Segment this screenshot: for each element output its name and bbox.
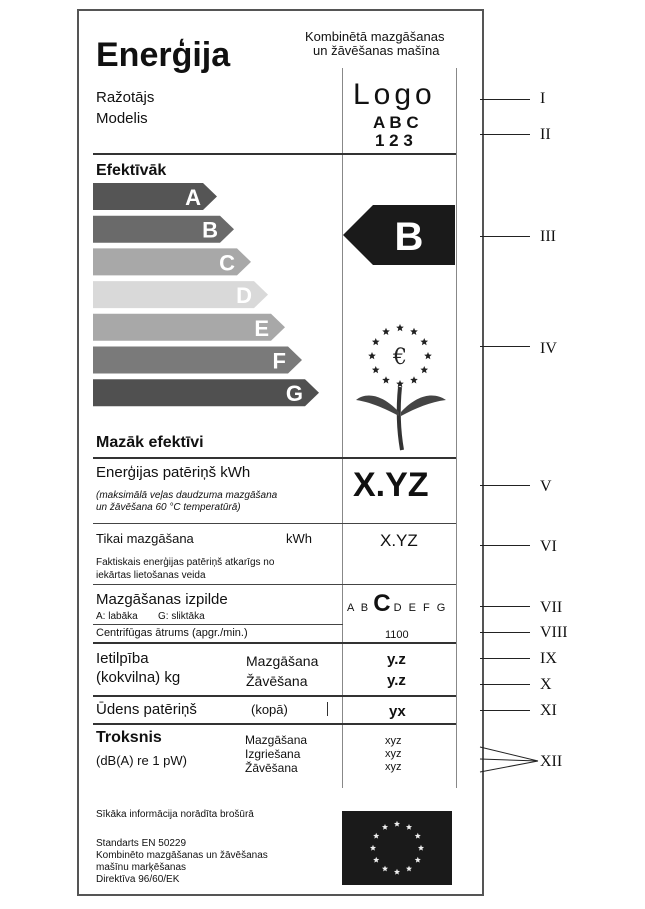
separator-header bbox=[93, 153, 456, 155]
separator-water bbox=[93, 723, 456, 725]
energy-consumption-note-1: (maksimālā veļas daudzuma mazgāšana bbox=[96, 490, 278, 501]
wash-only-label: Tikai mazgāšana bbox=[96, 531, 194, 546]
callout-V: V bbox=[540, 478, 552, 495]
separator-capacity bbox=[93, 695, 456, 697]
appliance-type-line1: Kombinētā mazgāšanas bbox=[305, 29, 445, 44]
callout-I: I bbox=[540, 90, 546, 107]
noise-wash-value: xyz bbox=[385, 735, 402, 747]
callout-VII: VII bbox=[540, 599, 563, 616]
efficiency-letter-D: D bbox=[236, 283, 252, 309]
standard-line-4: Direktīva 96/60/EK bbox=[96, 874, 180, 885]
svg-text:€: € bbox=[393, 345, 407, 370]
callout-VIII: VIII bbox=[540, 624, 568, 641]
model-code-line1: A B C bbox=[373, 113, 419, 132]
actual-consumption-note-1: Faktiskais enerģijas patēriņš atkarīgs no bbox=[96, 557, 275, 568]
noise-label: Troksnis bbox=[96, 729, 162, 746]
water-bar-mark bbox=[327, 702, 328, 716]
info-note: Sīkāka informācija norādīta brošūrā bbox=[96, 809, 254, 820]
flower-star-icon bbox=[420, 338, 428, 345]
logo-placeholder: Logo bbox=[353, 78, 436, 111]
capacity-wash-label: Mazgāšana bbox=[246, 653, 319, 669]
flower-star-icon bbox=[396, 380, 404, 387]
callout-XII: XII bbox=[540, 753, 563, 770]
pointer-VII bbox=[480, 606, 530, 607]
efficiency-letter-G: G bbox=[285, 381, 303, 407]
less-efficient-label: Mazāk efektīvi bbox=[96, 434, 204, 451]
scale-note-bad: G: sliktāka bbox=[158, 611, 205, 622]
pointer-I bbox=[480, 99, 530, 100]
efficiency-letter-E: E bbox=[254, 315, 269, 341]
callout-IX: IX bbox=[540, 650, 557, 667]
flower-star-icon bbox=[372, 366, 380, 373]
energy-consumption-note-2: un žāvēšana 60 °C temperatūrā) bbox=[96, 502, 241, 513]
wash-only-value: X.YZ bbox=[380, 531, 418, 550]
callout-VI: VI bbox=[540, 538, 557, 555]
manufacturer-label: Ražotājs bbox=[96, 89, 155, 106]
noise-wash-label: Mazgāšana bbox=[245, 733, 308, 747]
flower-star-icon bbox=[410, 376, 418, 383]
callout-XI: XI bbox=[540, 702, 557, 719]
efficiency-letter-C: C bbox=[219, 250, 235, 276]
separator-performance-inner bbox=[93, 624, 343, 625]
model-code-line2: 1 2 3 bbox=[375, 131, 413, 150]
flower-star-icon bbox=[372, 338, 380, 345]
standard-line-1: Standarts EN 50229 bbox=[96, 838, 187, 849]
efficiency-letter-A: A bbox=[185, 185, 201, 210]
capacity-wash-value: y.z bbox=[387, 651, 406, 668]
efficiency-letter-B: B bbox=[202, 217, 218, 243]
rating-letter: B bbox=[394, 215, 424, 259]
efficiency-scale bbox=[93, 183, 343, 433]
energy-consumption-value: X.YZ bbox=[353, 466, 429, 504]
pointer-II bbox=[480, 134, 530, 135]
label-title: Enerģija bbox=[96, 36, 231, 74]
wash-performance-label: Mazgāšanas izpilde bbox=[96, 591, 228, 608]
callout-X: X bbox=[540, 676, 552, 693]
water-value: yx bbox=[389, 703, 406, 720]
wash-performance-scale bbox=[347, 590, 447, 618]
energy-consumption-label: Enerģijas patēriņš kWh bbox=[96, 464, 251, 481]
flower-star-icon bbox=[382, 328, 390, 335]
noise-unit: (dB(A) re 1 pW) bbox=[96, 753, 188, 768]
callout-IV: IV bbox=[540, 340, 557, 357]
standard-line-2: Kombinēto mazgāšanas un žāvēšanas bbox=[96, 850, 268, 861]
pointer-X bbox=[480, 684, 530, 685]
scale-before: A B bbox=[347, 602, 371, 614]
wash-only-unit: kWh bbox=[286, 531, 312, 546]
pointer-III bbox=[480, 236, 530, 237]
pointer-IV bbox=[480, 346, 530, 347]
flower-star-icon bbox=[424, 352, 432, 359]
more-efficient-label: Efektīvāk bbox=[96, 162, 167, 179]
actual-consumption-note-2: iekārtas lietošanas veida bbox=[96, 570, 206, 581]
model-label: Modelis bbox=[96, 110, 148, 127]
water-sub-label: (kopā) bbox=[251, 702, 288, 717]
capacity-label-1: Ietilpība bbox=[96, 650, 149, 667]
scale-note-good: A: labāka bbox=[96, 611, 138, 622]
noise-dry-label: Žāvēšana bbox=[245, 761, 298, 775]
pointer-VI bbox=[480, 545, 530, 546]
noise-spin-label: Izgriešana bbox=[245, 747, 301, 761]
separator-efficiency bbox=[93, 457, 456, 459]
flower-star-icon bbox=[382, 376, 390, 383]
callout-III: III bbox=[540, 228, 556, 245]
scale-after: D E F G bbox=[393, 602, 448, 614]
flower-star-icon bbox=[420, 366, 428, 373]
rating-arrow bbox=[343, 205, 457, 265]
capacity-dry-label: Žāvēšana bbox=[246, 673, 308, 689]
right-edge-inner bbox=[456, 68, 457, 788]
water-label: Ūdens patēriņš bbox=[96, 701, 197, 718]
pointer-V bbox=[480, 485, 530, 486]
noise-dry-value: xyz bbox=[385, 761, 402, 773]
appliance-type-line2: un žāvēšanas mašīna bbox=[313, 43, 440, 58]
separator-wash-only bbox=[93, 584, 456, 585]
noise-spin-value: xyz bbox=[385, 748, 402, 760]
flower-star-icon bbox=[368, 352, 376, 359]
flower-star-icon bbox=[396, 324, 404, 331]
callout-II: II bbox=[540, 126, 551, 143]
capacity-dry-value: y.z bbox=[387, 672, 406, 689]
eu-ecolabel-flower-icon bbox=[352, 312, 448, 452]
efficiency-letter-F: F bbox=[272, 348, 286, 374]
scale-selected: C bbox=[373, 590, 391, 617]
flower-star-icon bbox=[410, 328, 418, 335]
pointer-XII bbox=[478, 745, 542, 775]
eu-flag-icon bbox=[342, 811, 452, 885]
standard-line-3: mašīnu marķēšanas bbox=[96, 862, 187, 873]
pointer-VIII bbox=[480, 632, 530, 633]
pointer-XI bbox=[480, 710, 530, 711]
pointer-IX bbox=[480, 658, 530, 659]
spin-speed-label: Centrifūgas ātrums (apgr./min.) bbox=[96, 627, 248, 639]
efficiency-bar-F bbox=[93, 347, 302, 374]
separator-energy bbox=[93, 523, 456, 524]
capacity-label-2: (kokvilna) kg bbox=[96, 669, 181, 686]
spin-speed-value: 1100 bbox=[385, 629, 409, 641]
separator-performance bbox=[93, 642, 456, 644]
